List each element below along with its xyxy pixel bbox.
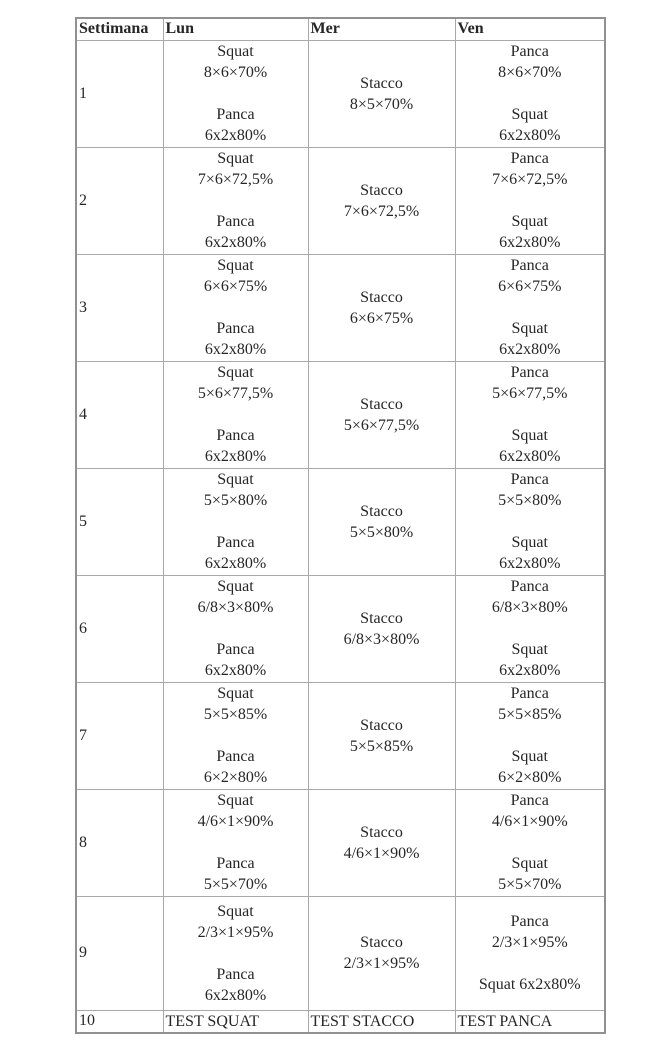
blank-line	[456, 618, 605, 639]
lun-cell-week-9	[163, 896, 308, 1010]
exercise-line: 6x2x80%	[499, 127, 561, 144]
exercise-line: 6x2x80%	[499, 341, 561, 358]
mer-cell-week-5	[308, 468, 455, 575]
exercise-line: 6×6×75%	[203, 278, 268, 295]
week-number-cell: 7	[76, 682, 163, 789]
exercise-line: 7×6×72,5%	[343, 202, 420, 220]
mer-cell-week-3	[308, 254, 455, 361]
week-number-cell: 6	[76, 575, 163, 682]
exercise-line: Panca	[216, 213, 255, 230]
training-program-table	[75, 17, 606, 1034]
exercise-line: Panca	[510, 364, 549, 381]
exercise-line: Squat	[511, 106, 548, 123]
exercise-line: 8×5×70%	[349, 95, 414, 113]
blank-line	[164, 511, 308, 532]
week-row-5	[76, 468, 605, 575]
ven-cell-week-10	[455, 1010, 605, 1033]
exercise-line: Stacco	[360, 502, 403, 520]
exercise-line: 6x2x80%	[204, 448, 267, 465]
exercise-line: Stacco	[360, 288, 403, 306]
exercise-line: Squat	[217, 792, 254, 809]
exercise-line: Squat	[511, 427, 548, 444]
exercise-line: Stacco	[360, 395, 403, 413]
exercise-line: TEST PANCA	[457, 1012, 553, 1030]
blank-line	[164, 190, 308, 211]
exercise-line: Panca	[216, 320, 255, 337]
exercise-line: 7×6×72,5%	[197, 171, 274, 188]
week-number-cell: 3	[76, 254, 163, 361]
exercise-line: Panca	[216, 427, 255, 444]
exercise-line: Stacco	[360, 181, 403, 199]
exercise-line: Squat	[511, 320, 548, 337]
week-number-cell: 4	[76, 361, 163, 468]
blank-line	[164, 404, 308, 425]
exercise-line: Squat	[511, 213, 548, 230]
exercise-line: TEST STACCO	[310, 1012, 415, 1030]
exercise-line: 6x2x80%	[204, 555, 267, 572]
ven-cell-week-4	[455, 361, 605, 468]
column-header-mer: Mer	[308, 18, 455, 40]
exercise-line: Panca	[510, 257, 549, 274]
blank-line	[456, 511, 605, 532]
week-number-cell: 8	[76, 789, 163, 896]
table-body	[76, 40, 605, 1033]
exercise-line: 5×6×77,5%	[197, 385, 274, 402]
exercise-line: Panca	[216, 855, 255, 872]
exercise-line: Squat	[217, 902, 254, 920]
blank-line	[164, 943, 308, 964]
exercise-line: 6x2x80%	[499, 448, 561, 465]
exercise-line: 6x2x80%	[499, 234, 561, 251]
week-row-6	[76, 575, 605, 682]
mer-cell-week-7	[308, 682, 455, 789]
exercise-line: 6x2x80%	[499, 555, 561, 572]
exercise-line: Panca	[216, 965, 255, 983]
exercise-line: Squat	[511, 641, 548, 658]
week-row-7	[76, 682, 605, 789]
mer-cell-week-6	[308, 575, 455, 682]
exercise-line: 5×5×70%	[203, 876, 268, 893]
week-row-1	[76, 40, 605, 147]
exercise-line: 6x2x80%	[204, 234, 267, 251]
exercise-line: Squat	[511, 534, 548, 551]
column-header-settimana: Settimana	[76, 18, 163, 40]
lun-cell-week-2	[163, 147, 308, 254]
lun-cell-week-6	[163, 575, 308, 682]
exercise-line: 6×6×75%	[349, 309, 414, 327]
exercise-line: 4/6×1×90%	[343, 844, 420, 862]
blank-line	[456, 190, 605, 211]
exercise-line: 6x2x80%	[204, 986, 267, 1004]
exercise-line: 6/8×3×80%	[197, 599, 274, 616]
exercise-line: Panca	[510, 913, 549, 930]
exercise-line: Panca	[510, 792, 549, 809]
week-row-4	[76, 361, 605, 468]
blank-line	[456, 404, 605, 425]
exercise-line: 4/6×1×90%	[491, 813, 568, 830]
exercise-line: Squat	[217, 43, 254, 60]
lun-cell-week-3	[163, 254, 308, 361]
exercise-line: 6x2x80%	[499, 662, 561, 679]
exercise-line: Stacco	[360, 823, 403, 841]
exercise-line: 6×2×80%	[203, 769, 268, 786]
exercise-line: Squat	[217, 150, 254, 167]
exercise-line: 5×5×70%	[498, 876, 562, 893]
exercise-line: Panca	[216, 534, 255, 551]
lun-cell-week-1	[163, 40, 308, 147]
column-header-ven: Ven	[455, 18, 605, 40]
week-row-8	[76, 789, 605, 896]
week-row-3	[76, 254, 605, 361]
exercise-line: Squat	[217, 471, 254, 488]
blank-line	[456, 725, 605, 746]
exercise-line: 5×6×77,5%	[492, 385, 568, 402]
table-header	[76, 18, 605, 40]
blank-line	[164, 725, 308, 746]
exercise-line: 5×5×80%	[349, 523, 414, 541]
exercise-line: 5×6×77,5%	[343, 416, 420, 434]
ven-cell-week-6	[455, 575, 605, 682]
ven-cell-week-1	[455, 40, 605, 147]
exercise-line: 5×5×85%	[349, 737, 414, 755]
blank-line	[164, 83, 308, 104]
lun-cell-week-4	[163, 361, 308, 468]
lun-cell-week-10	[163, 1010, 308, 1033]
exercise-line: Panca	[510, 685, 549, 702]
exercise-line: 8×6×70%	[203, 64, 268, 81]
exercise-line: Panca	[510, 471, 549, 488]
exercise-line: Panca	[216, 748, 255, 765]
exercise-line: Panca	[510, 150, 549, 167]
week-number-cell: 9	[76, 896, 163, 1010]
blank-line	[164, 618, 308, 639]
ven-cell-week-8	[455, 789, 605, 896]
mer-cell-week-4	[308, 361, 455, 468]
exercise-line: Panca	[216, 106, 255, 123]
mer-cell-week-1	[308, 40, 455, 147]
blank-line	[456, 297, 605, 318]
blank-line	[456, 832, 605, 853]
ven-cell-week-3	[455, 254, 605, 361]
exercise-line: 6/8×3×80%	[491, 599, 568, 616]
week-row-2	[76, 147, 605, 254]
exercise-line: 4/6×1×90%	[197, 813, 274, 830]
blank-line	[456, 953, 605, 974]
exercise-line: 2/3×1×95%	[343, 955, 420, 972]
exercise-line: Stacco	[360, 716, 403, 734]
lun-cell-week-8	[163, 789, 308, 896]
training-program-table-wrap	[75, 17, 606, 1034]
mer-cell-week-2	[308, 147, 455, 254]
week-row-10	[76, 1010, 605, 1033]
mer-cell-week-8	[308, 789, 455, 896]
ven-cell-week-7	[455, 682, 605, 789]
exercise-line: 6×6×75%	[498, 278, 562, 295]
exercise-line: 6x2x80%	[204, 662, 267, 679]
ven-cell-week-9	[455, 896, 605, 1010]
week-number-cell: 5	[76, 468, 163, 575]
exercise-line: Squat	[217, 257, 254, 274]
exercise-line: Squat	[217, 364, 254, 381]
exercise-line: 7×6×72,5%	[492, 171, 568, 188]
exercise-line: 2/3×1×95%	[491, 934, 568, 951]
exercise-line: Stacco	[360, 609, 403, 627]
exercise-line: 2/3×1×95%	[197, 923, 274, 941]
lun-cell-week-7	[163, 682, 308, 789]
week-row-9	[76, 896, 605, 1010]
exercise-line: 6x2x80%	[204, 127, 267, 144]
mer-cell-week-9	[308, 896, 455, 1010]
ven-cell-week-5	[455, 468, 605, 575]
exercise-line: Squat	[511, 855, 548, 872]
exercise-line: 6×2×80%	[498, 769, 562, 786]
week-number-cell: 1	[76, 40, 163, 147]
exercise-line: 8×6×70%	[498, 64, 562, 81]
exercise-line: Squat 6x2x80%	[478, 976, 581, 993]
exercise-line: Panca	[510, 578, 549, 595]
blank-line	[164, 297, 308, 318]
exercise-line: 6x2x80%	[204, 341, 267, 358]
lun-cell-week-5	[163, 468, 308, 575]
exercise-line: Stacco	[360, 934, 403, 951]
exercise-line: 5×5×85%	[498, 706, 562, 723]
mer-cell-week-10	[308, 1010, 455, 1033]
exercise-line: 5×5×80%	[498, 492, 562, 509]
exercise-line: TEST SQUAT	[165, 1012, 259, 1030]
exercise-line: Squat	[217, 578, 254, 595]
exercise-line: Panca	[216, 641, 255, 658]
exercise-line: Squat	[511, 748, 548, 765]
exercise-line: 6/8×3×80%	[343, 630, 420, 648]
exercise-line: Panca	[510, 43, 549, 60]
header-row	[76, 18, 605, 40]
blank-line	[164, 832, 308, 853]
exercise-line: 5×5×80%	[203, 492, 268, 509]
exercise-line: 5×5×85%	[203, 706, 268, 723]
blank-line	[456, 83, 605, 104]
ven-cell-week-2	[455, 147, 605, 254]
column-header-lun: Lun	[163, 18, 308, 40]
exercise-line: Squat	[217, 685, 254, 702]
week-number-cell: 10	[76, 1010, 163, 1033]
exercise-line: Stacco	[360, 74, 403, 92]
week-number-cell: 2	[76, 147, 163, 254]
